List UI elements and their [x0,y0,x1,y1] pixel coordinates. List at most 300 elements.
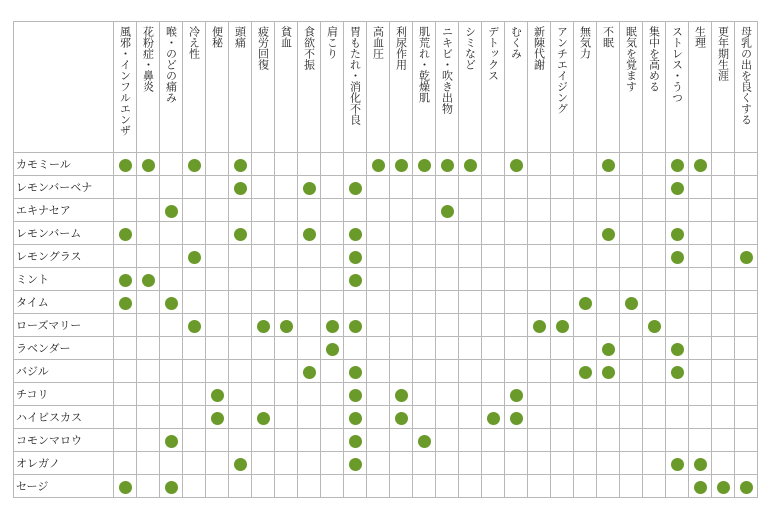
effect-dot [579,366,592,379]
table-cell [367,337,390,360]
table-cell [344,406,367,429]
table-cell [275,360,298,383]
table-cell [367,360,390,383]
table-cell [114,291,137,314]
table-cell [666,199,689,222]
table-cell [689,291,712,314]
table-cell [505,383,528,406]
table-cell [275,406,298,429]
table-cell [551,337,574,360]
table-cell [252,153,275,176]
column-header-label: 高血圧 [371,26,385,59]
table-cell [390,314,413,337]
effect-dot [395,412,408,425]
table-cell [298,337,321,360]
effect-dot [349,412,362,425]
table-cell [321,245,344,268]
table-cell [666,406,689,429]
table-cell [574,176,597,199]
column-header [252,22,275,153]
effect-dot [257,412,270,425]
table-cell [413,475,436,498]
table-cell [298,291,321,314]
table-row [14,314,758,337]
table-cell [712,406,735,429]
table-cell [413,452,436,475]
table-row [14,176,758,199]
effect-dot [349,458,362,471]
table-cell [643,475,666,498]
row-label: ラベンダー [14,337,114,360]
row-label: セージ [14,475,114,498]
row-label: オレガノ [14,452,114,475]
column-header [344,22,367,153]
table-cell [137,475,160,498]
table-cell [597,245,620,268]
column-header [666,22,689,153]
effect-dot [671,182,684,195]
table-cell [482,452,505,475]
table-cell [666,383,689,406]
effect-dot [119,159,132,172]
table-cell [689,199,712,222]
table-cell [114,360,137,383]
table-cell [206,475,229,498]
table-cell [229,429,252,452]
table-cell [689,314,712,337]
column-header [482,22,505,153]
effect-dot [211,389,224,402]
table-cell [459,268,482,291]
table-cell [252,452,275,475]
table-cell [183,383,206,406]
table-cell [436,406,459,429]
table-cell [160,452,183,475]
table-cell [114,245,137,268]
table-cell [344,268,367,291]
table-cell [160,429,183,452]
table-cell [643,383,666,406]
table-cell [597,153,620,176]
column-header [528,22,551,153]
table-cell [344,452,367,475]
table-cell [275,176,298,199]
table-cell [505,360,528,383]
effect-dot [441,205,454,218]
table-cell [367,291,390,314]
table-row [14,199,758,222]
table-cell [114,314,137,337]
table-cell [666,153,689,176]
table-cell [344,360,367,383]
table-cell [528,429,551,452]
table-cell [252,337,275,360]
table-cell [597,176,620,199]
table-cell [252,383,275,406]
table-cell [689,475,712,498]
table-cell [137,199,160,222]
table-cell [528,360,551,383]
table-row [14,337,758,360]
table-cell [344,153,367,176]
table-cell [689,268,712,291]
table-cell [574,153,597,176]
effect-dot [487,412,500,425]
table-cell [321,222,344,245]
effect-dot [671,159,684,172]
table-cell [137,153,160,176]
table-cell [413,429,436,452]
table-cell [160,176,183,199]
table-cell [160,268,183,291]
table-cell [229,383,252,406]
table-cell [620,360,643,383]
table-cell [183,222,206,245]
table-cell [298,383,321,406]
table-cell [712,199,735,222]
effect-dot [671,458,684,471]
table-cell [574,245,597,268]
table-cell [298,153,321,176]
table-cell [229,452,252,475]
table-cell [528,406,551,429]
table-cell [367,475,390,498]
table-cell [298,245,321,268]
table-cell [390,337,413,360]
column-header [183,22,206,153]
table-cell [206,383,229,406]
table-cell [298,268,321,291]
table-cell [275,383,298,406]
table-cell [321,406,344,429]
table-cell [643,199,666,222]
table-cell [666,245,689,268]
table-cell [643,222,666,245]
table-cell [597,360,620,383]
table-cell [620,291,643,314]
table-cell [275,268,298,291]
table-cell [344,291,367,314]
table-cell [551,360,574,383]
table-cell [482,291,505,314]
table-cell [459,314,482,337]
table-cell [298,360,321,383]
column-header-label: 無気力 [578,26,592,59]
row-label: レモングラス [14,245,114,268]
table-cell [436,199,459,222]
table-cell [183,245,206,268]
table-cell [459,475,482,498]
table-cell [666,360,689,383]
effect-dot [740,251,753,264]
column-header [574,22,597,153]
effect-dot [740,481,753,494]
table-cell [137,291,160,314]
corner-cell [14,22,114,153]
table-cell [413,268,436,291]
effect-dot [717,481,730,494]
column-header-label: 集中を高める [647,26,661,92]
effect-dot [395,389,408,402]
table-row [14,291,758,314]
table-cell [367,314,390,337]
table-cell [229,360,252,383]
effect-dot [165,297,178,310]
column-header-label: むくみ [509,26,523,59]
effect-dot [188,251,201,264]
table-cell [735,337,758,360]
table-cell [252,429,275,452]
table-cell [482,222,505,245]
table-cell [505,153,528,176]
table-cell [321,314,344,337]
table-cell [666,268,689,291]
table-cell [528,383,551,406]
table-cell [183,406,206,429]
table-cell [620,268,643,291]
table-cell [436,475,459,498]
table-cell [551,452,574,475]
table-cell [321,199,344,222]
table-cell [160,314,183,337]
effect-dot [602,366,615,379]
table-cell [206,291,229,314]
column-header [321,22,344,153]
table-cell [114,429,137,452]
table-cell [206,199,229,222]
column-header [275,22,298,153]
table-cell [712,475,735,498]
table-cell [413,291,436,314]
table-cell [413,314,436,337]
table-cell [528,314,551,337]
table-cell [551,245,574,268]
table-cell [252,406,275,429]
effect-dot [349,435,362,448]
table-cell [735,452,758,475]
effect-dot [510,389,523,402]
table-cell [574,360,597,383]
table-cell [275,153,298,176]
column-header-label: 肌荒れ・乾燥肌 [417,26,431,103]
table-cell [367,383,390,406]
table-cell [574,429,597,452]
table-cell [229,199,252,222]
table-cell [229,245,252,268]
effect-dot [119,481,132,494]
column-header-label: 眠気を覚ます [624,26,638,92]
column-header [712,22,735,153]
table-cell [597,475,620,498]
table-cell [390,291,413,314]
effect-dot [165,481,178,494]
table-cell [620,199,643,222]
row-label: タイム [14,291,114,314]
table-cell [298,314,321,337]
table-cell [551,475,574,498]
column-header-label: 風邪・インフルエンザ [118,26,132,136]
table-cell [367,268,390,291]
table-cell [712,222,735,245]
table-cell [643,314,666,337]
table-cell [459,383,482,406]
table-cell [160,222,183,245]
table-cell [344,337,367,360]
effect-dot [119,274,132,287]
table-cell [137,222,160,245]
table-cell [528,222,551,245]
table-cell [114,268,137,291]
table-cell [275,337,298,360]
effect-dot [280,320,293,333]
table-cell [183,429,206,452]
table-cell [551,176,574,199]
table-cell [229,337,252,360]
table-cell [482,314,505,337]
table-cell [528,337,551,360]
column-header [390,22,413,153]
table-cell [275,314,298,337]
effect-dot [533,320,546,333]
table-cell [321,452,344,475]
table-cell [413,337,436,360]
table-cell [528,475,551,498]
table-cell [436,245,459,268]
column-header-label: 疲労回復 [256,26,270,70]
effect-dot [510,412,523,425]
table-cell [482,337,505,360]
table-cell [597,314,620,337]
table-row [14,153,758,176]
table-cell [390,429,413,452]
table-cell [712,429,735,452]
table-cell [574,406,597,429]
table-cell [459,291,482,314]
column-header-label: 利尿作用 [394,26,408,70]
effect-dot [349,228,362,241]
table-cell [735,314,758,337]
table-cell [666,176,689,199]
table-cell [114,176,137,199]
table-cell [298,199,321,222]
table-cell [551,314,574,337]
effect-dot [671,228,684,241]
table-cell [505,245,528,268]
table-cell [620,222,643,245]
table-cell [160,475,183,498]
table-cell [367,199,390,222]
table-cell [482,429,505,452]
column-header-label: 便秘 [210,26,224,48]
column-header-label: 食欲不振 [302,26,316,70]
table-cell [229,176,252,199]
table-cell [275,475,298,498]
table-cell [206,153,229,176]
table-cell [712,314,735,337]
table-row [14,475,758,498]
column-header-label: 貧血 [279,26,293,48]
column-header [643,22,666,153]
effect-dot [188,159,201,172]
effect-dot [349,320,362,333]
table-cell [160,383,183,406]
table-cell [252,176,275,199]
table-cell [528,176,551,199]
row-label: カモミール [14,153,114,176]
table-cell [252,360,275,383]
table-cell [643,245,666,268]
table-cell [643,268,666,291]
table-cell [620,337,643,360]
table-cell [229,475,252,498]
table-cell [252,245,275,268]
table-cell [712,153,735,176]
table-cell [620,245,643,268]
column-header [367,22,390,153]
table-cell [229,291,252,314]
table-cell [551,406,574,429]
table-cell [505,429,528,452]
table-cell [620,475,643,498]
table-cell [666,337,689,360]
table-cell [597,291,620,314]
table-cell [390,475,413,498]
table-cell [505,337,528,360]
table-cell [321,360,344,383]
table-cell [252,291,275,314]
table-cell [689,360,712,383]
effect-dot [602,228,615,241]
table-cell [735,268,758,291]
table-cell [183,291,206,314]
table-cell [114,153,137,176]
table-cell [459,153,482,176]
table-cell [413,222,436,245]
effect-dot [556,320,569,333]
table-cell [183,337,206,360]
table-cell [505,291,528,314]
table-cell [735,199,758,222]
table-cell [137,406,160,429]
table-cell [160,245,183,268]
table-cell [735,176,758,199]
table-cell [413,153,436,176]
effect-dot [142,159,155,172]
table-cell [620,176,643,199]
effect-dot [395,159,408,172]
table-cell [482,245,505,268]
table-cell [137,452,160,475]
table-cell [298,176,321,199]
table-cell [183,199,206,222]
table-cell [482,406,505,429]
table-cell [459,406,482,429]
table-cell [114,475,137,498]
table-cell [735,222,758,245]
table-cell [459,429,482,452]
table-cell [436,291,459,314]
table-cell [114,337,137,360]
table-cell [597,406,620,429]
table-cell [137,176,160,199]
effect-dot [418,435,431,448]
column-header-label: ストレス・うつ [670,26,684,103]
column-header [459,22,482,153]
table-cell [689,337,712,360]
table-row [14,360,758,383]
table-cell [413,383,436,406]
table-cell [712,383,735,406]
